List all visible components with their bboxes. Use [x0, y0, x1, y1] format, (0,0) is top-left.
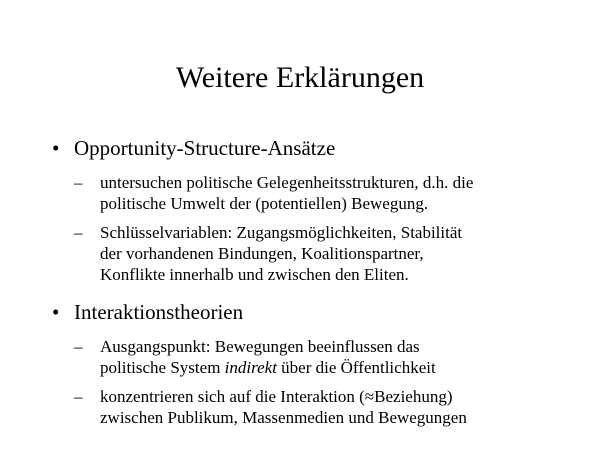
section-heading: Opportunity-Structure-Ansätze [74, 136, 336, 160]
text-line: Schlüsselvariablen: Zugangsmöglichkeiten, Stabilität [100, 223, 463, 242]
sub-item-text [100, 222, 574, 285]
sub-item-text [100, 336, 574, 378]
text-line: Konflikte innerhalb und zwischen den Eliten. [100, 265, 409, 284]
sub-item-schluesselvariablen [74, 222, 574, 285]
slide-title: Weitere Erklärungen [175, 61, 425, 94]
dash-icon: – [74, 337, 83, 356]
section-heading: Interaktionstheorien [74, 300, 244, 324]
emphasis-text: indirekt [224, 358, 277, 377]
dash-icon: – [74, 173, 83, 192]
sub-item-interaktion [74, 386, 574, 428]
bullet-opportunity-structure [52, 136, 335, 160]
dash-icon: – [74, 223, 83, 242]
sub-item-gelegenheitsstrukturen [74, 172, 574, 214]
bullet-interaktionstheorien [52, 300, 243, 324]
text-run: politische System [100, 358, 225, 377]
bullet-icon: • [52, 136, 60, 160]
text-line: Ausgangspunkt: Bewegungen beeinflussen das [100, 337, 420, 356]
text-line: untersuchen politische Gelegenheitsstrukturen, d.h. die [100, 173, 474, 192]
dash-icon: – [74, 387, 83, 406]
sub-item-text [100, 172, 574, 214]
sub-item-ausgangspunkt [74, 336, 574, 378]
text-line: der vorhandenen Bindungen, Koalitionspartner, [100, 244, 424, 263]
text-line: konzentrieren sich auf die Interaktion (≈Beziehung) [100, 387, 453, 406]
text-line: politische Umwelt der (potentiellen) Bewegung. [100, 194, 429, 213]
text-line [100, 357, 574, 378]
sub-item-text [100, 386, 574, 428]
bullet-icon: • [52, 300, 60, 324]
text-line: zwischen Publikum, Massenmedien und Bewegungen [100, 408, 467, 427]
text-run: über die Öffentlichkeit [276, 358, 436, 377]
